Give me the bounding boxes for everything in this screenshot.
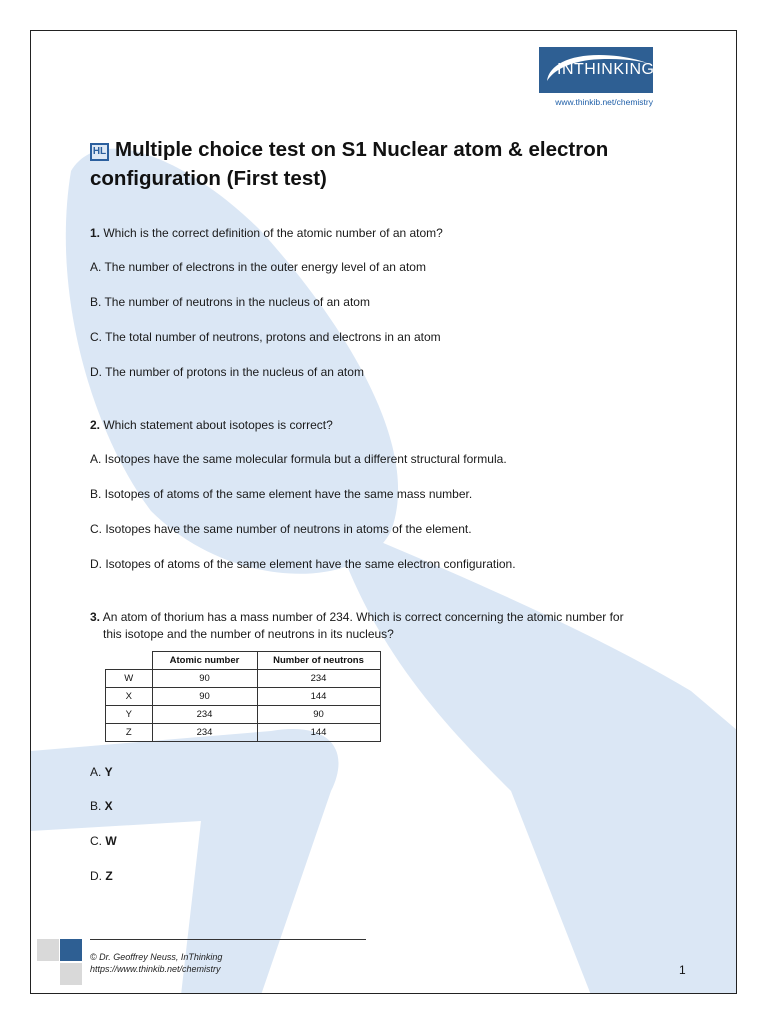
logo-text: INTHINKING (557, 61, 655, 78)
option-1d: D. The number of protons in the nucleus of an atom (90, 365, 364, 379)
footer-divider (90, 939, 366, 940)
table-cell: 234 (152, 706, 257, 724)
question-1 (90, 225, 443, 242)
option-2c: C. Isotopes have the same number of neutrons in atoms of the element. (90, 522, 472, 536)
footer-square-blue (60, 939, 82, 961)
page-frame (30, 30, 737, 994)
option-value: Y (104, 765, 113, 779)
question-text: Which is the correct definition of the atomic number of an atom? (100, 226, 443, 240)
page-title: Multiple choice test on S1 Nuclear atom & electron configuration (First test) (90, 138, 609, 190)
option-2a: A. Isotopes have the same molecular formula but a different structural formula. (90, 452, 507, 466)
table-row (106, 706, 381, 724)
footer-square-grey (37, 939, 59, 961)
logo-url[interactable]: www.thinkib.net/chemistry (555, 97, 653, 107)
question-text: An atom of thorium has a mass number of 234. Which is correct concerning the atomic number for (100, 610, 624, 624)
option-1c: C. The total number of neutrons, protons and electrons in an atom (90, 330, 441, 344)
table-header-row (106, 652, 381, 670)
isotope-table (105, 651, 381, 742)
table-cell: 234 (257, 670, 380, 688)
hl-badge-icon: HL (90, 143, 109, 161)
option-2b: B. Isotopes of atoms of the same element have the same mass number. (90, 487, 473, 501)
question-3-line2: this isotope and the number of neutrons in its nucleus? (103, 627, 394, 641)
footer-url[interactable]: https://www.thinkib.net/chemistry (90, 964, 221, 974)
footer-text (90, 951, 222, 975)
table-cell: 144 (257, 724, 380, 742)
table-row (106, 670, 381, 688)
table-cell: 234 (152, 724, 257, 742)
question-number: 1. (90, 226, 101, 240)
page-number: 1 (679, 963, 686, 977)
option-3b (90, 799, 113, 813)
option-3a (90, 765, 113, 779)
table-cell: Y (106, 706, 153, 724)
option-1b: B. The number of neutrons in the nucleus of an atom (90, 295, 370, 309)
option-value: X (104, 799, 113, 813)
footer-copyright: © Dr. Geoffrey Neuss, InThinking (90, 952, 223, 962)
footer-square-grey (60, 963, 82, 985)
question-text: Which statement about isotopes is correct? (100, 418, 333, 432)
option-letter: D. (90, 869, 106, 883)
table-row (106, 724, 381, 742)
table-cell: 144 (257, 688, 380, 706)
option-3d (90, 869, 113, 883)
question-number: 3. (90, 610, 101, 624)
table-cell: Z (106, 724, 153, 742)
question-3 (90, 609, 624, 626)
inthinking-logo (539, 47, 653, 93)
option-value: Z (105, 869, 113, 883)
table-cell: 90 (152, 688, 257, 706)
table-header-cell (106, 652, 153, 670)
question-2 (90, 417, 333, 434)
table-row (106, 688, 381, 706)
option-3c (90, 834, 117, 848)
table-cell: X (106, 688, 153, 706)
page-title-row (90, 135, 650, 193)
option-value: W (105, 834, 117, 848)
table-cell: 90 (257, 706, 380, 724)
table-cell: 90 (152, 670, 257, 688)
question-number: 2. (90, 418, 101, 432)
option-1a: A. The number of electrons in the outer energy level of an atom (90, 260, 426, 274)
option-letter: C. (90, 834, 106, 848)
option-2d: D. Isotopes of atoms of the same element have the same electron configuration. (90, 557, 516, 571)
table-header-cell: Atomic number (152, 652, 257, 670)
option-letter: B. (90, 799, 105, 813)
option-letter: A. (90, 765, 105, 779)
table-header-cell: Number of neutrons (257, 652, 380, 670)
table-cell: W (106, 670, 153, 688)
